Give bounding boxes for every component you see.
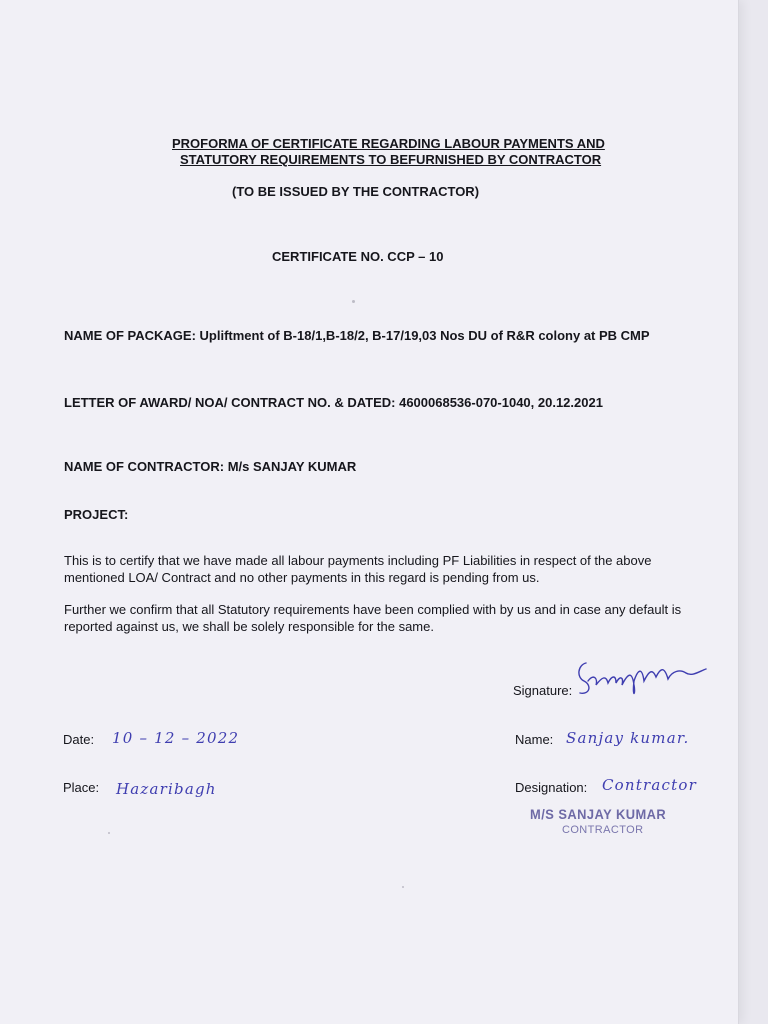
project-label: PROJECT: bbox=[64, 507, 129, 522]
confirmation-paragraph: Further we confirm that all Statutory requirements have been complied with by us and in case any default is reported against us, we shall be solely responsible for the same. bbox=[64, 602, 682, 634]
stamp-role: CONTRACTOR bbox=[562, 824, 644, 836]
title-line-2: STATUTORY REQUIREMENTS TO BEFURNISHED BY CONTRACTOR bbox=[180, 152, 602, 167]
certification-paragraph: This is to certify that we have made all labour payments including PF Liabilities in respect of the above mentioned LOA/ Contract and no other payments in this regard is pending from us. bbox=[64, 553, 652, 585]
signature-label: Signature: bbox=[513, 683, 573, 698]
title-line-1: PROFORMA OF CERTIFICATE REGARDING LABOUR PAYMENTS AND bbox=[172, 136, 605, 151]
date-label: Date: bbox=[63, 732, 95, 747]
designation-label: Designation: bbox=[515, 780, 588, 795]
contractor-name: NAME OF CONTRACTOR: M/s SANJAY KUMAR bbox=[64, 459, 357, 474]
package-name: NAME OF PACKAGE: Upliftment of B-18/1,B-18/2, B-17/19,03 Nos DU of R&R colony at PB CMP bbox=[64, 328, 650, 343]
paper-speck bbox=[108, 832, 110, 834]
subtitle: (TO BE ISSUED BY THE CONTRACTOR) bbox=[232, 184, 480, 199]
certificate-number: CERTIFICATE NO. CCP – 10 bbox=[272, 249, 444, 264]
paper-speck bbox=[352, 300, 355, 303]
place-label: Place: bbox=[63, 780, 100, 795]
date-value: 10 – 12 – 2022 bbox=[112, 729, 240, 747]
letter-of-award: LETTER OF AWARD/ NOA/ CONTRACT NO. & DATED: 4600068536-070-1040, 20.12.2021 bbox=[64, 395, 603, 410]
name-value: Sanjay kumar. bbox=[566, 729, 690, 747]
designation-value: Contractor bbox=[602, 776, 697, 794]
place-value: Hazaribagh bbox=[116, 780, 217, 798]
paper-speck bbox=[402, 886, 404, 888]
name-label: Name: bbox=[515, 732, 554, 747]
stamp-company: M/S SANJAY KUMAR bbox=[530, 806, 667, 822]
signature-image bbox=[576, 655, 716, 705]
